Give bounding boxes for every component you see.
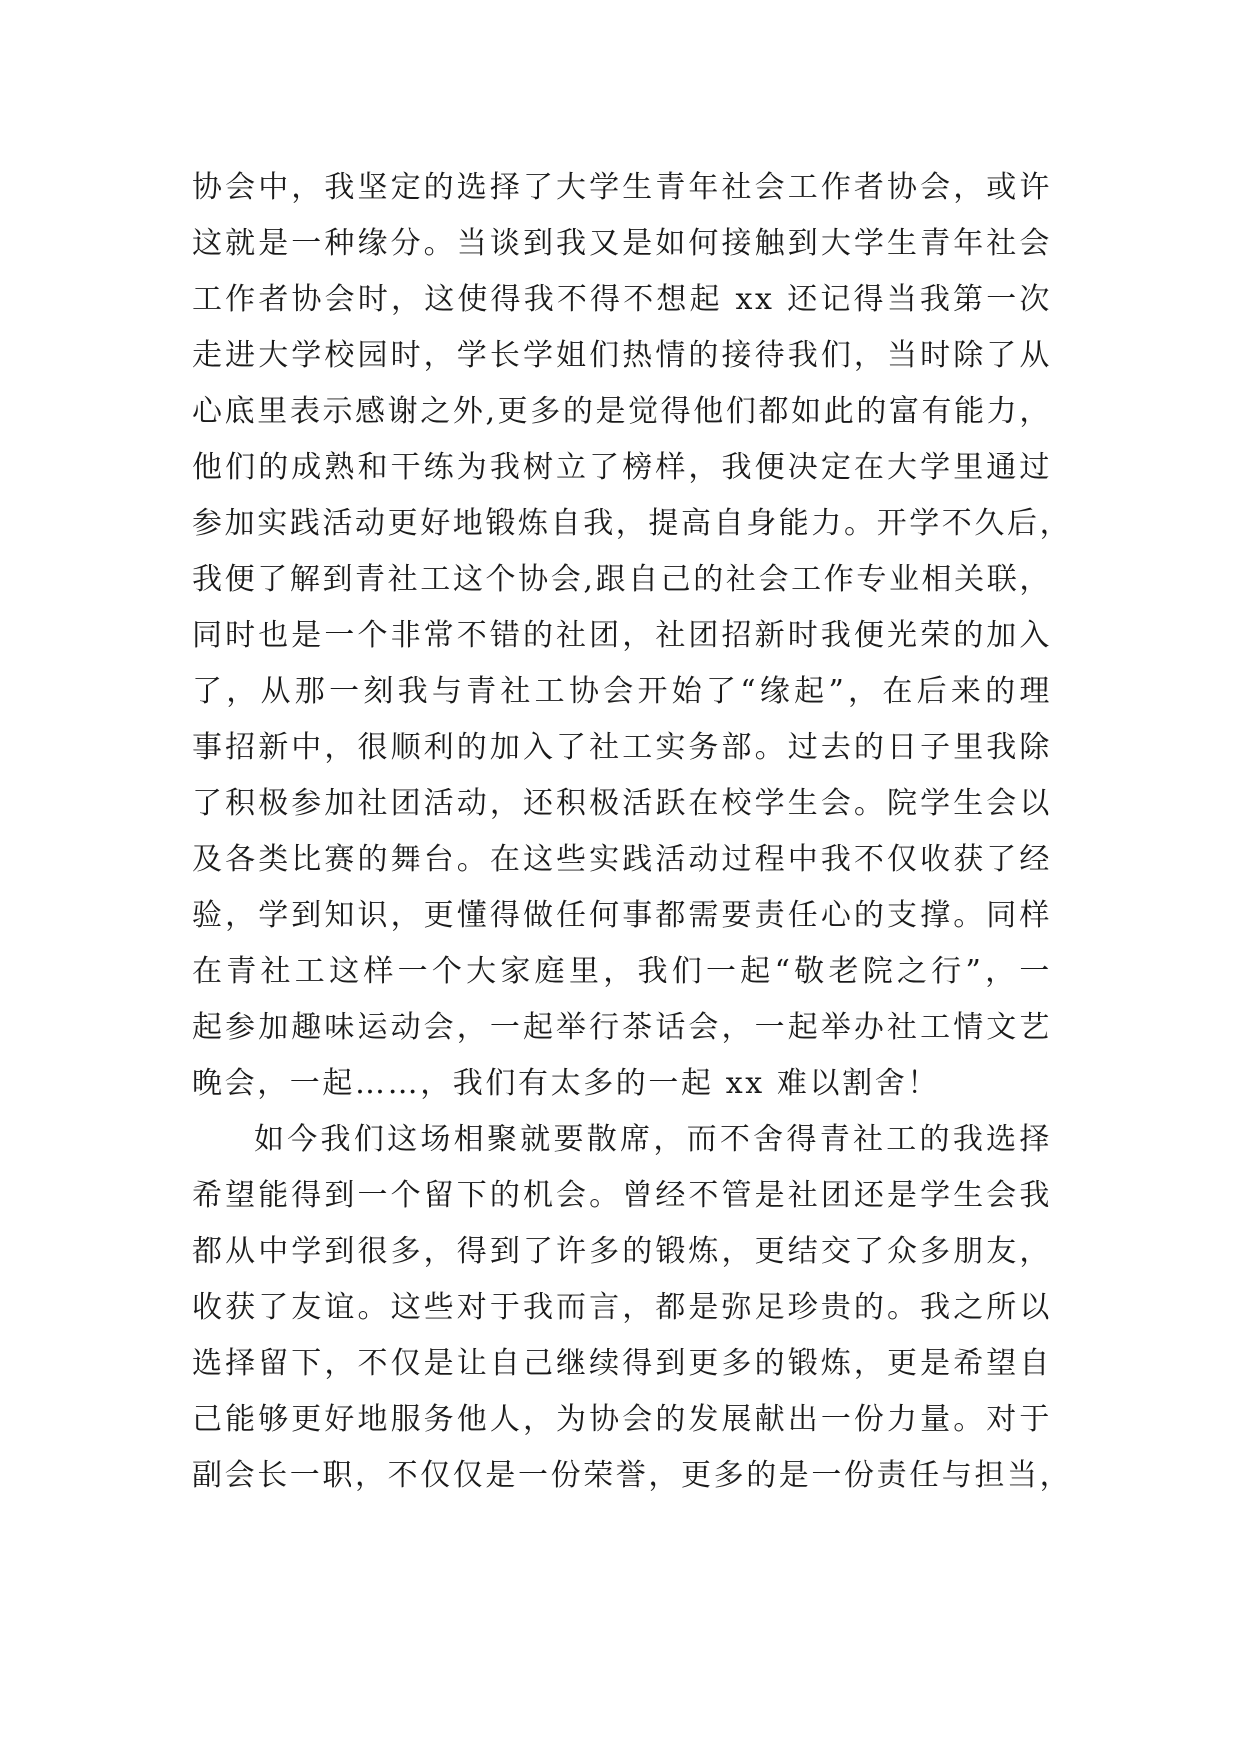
text-line: 都从中学到很多，得到了许多的锻炼，更结交了众多朋友， [192, 1234, 1052, 1269]
text-line: 及各类比赛的舞台。在这些实践活动过程中我不仅收获了经 [192, 842, 1052, 877]
text-line: 走进大学校园时，学长学姐们热情的接待我们，当时除了从 [192, 338, 1052, 373]
text-line: 参加实践活动更好地锻炼自我，提高自身能力。开学不久后， [192, 506, 1073, 541]
paragraph-start-line: 如今我们这场相聚就要散席，而不舍得青社工的我选择 [254, 1122, 1052, 1157]
text-line: 工作者协会时，这使得我不得不想起 xx 还记得当我第一次 [192, 282, 1052, 317]
text-line: 同时也是一个非常不错的社团，社团招新时我便光荣的加入 [192, 618, 1052, 653]
text-line: 我便了解到青社工这个协会,跟自己的社会工作专业相关联， [192, 562, 1052, 597]
text-line: 希望能得到一个留下的机会。曾经不管是社团还是学生会我 [192, 1178, 1052, 1213]
text-line: 验，学到知识，更懂得做任何事都需要责任心的支撑。同样 [192, 898, 1052, 933]
paragraph-end-line: 晚会，一起……，我们有太多的一起 xx 难以割舍！ [192, 1066, 940, 1101]
text-line: 事招新中，很顺利的加入了社工实务部。过去的日子里我除 [192, 730, 1052, 765]
text-line: 收获了友谊。这些对于我而言，都是弥足珍贵的。我之所以 [192, 1290, 1052, 1325]
text-line: 己能够更好地服务他人，为协会的发展献出一份力量。对于 [192, 1402, 1052, 1437]
text-line: 心底里表示感谢之外,更多的是觉得他们都如此的富有能力， [192, 394, 1052, 429]
text-line: 这就是一种缘分。当谈到我又是如何接触到大学生青年社会 [192, 226, 1052, 261]
text-line: 他们的成熟和干练为我树立了榜样，我便决定在大学里通过 [192, 450, 1052, 485]
text-line: 协会中，我坚定的选择了大学生青年社会工作者协会，或许 [192, 170, 1052, 205]
text-line: 选择留下，不仅是让自己继续得到更多的锻炼，更是希望自 [192, 1346, 1052, 1381]
text-line: 了，从那一刻我与青社工协会开始了“缘起”，在后来的理 [192, 674, 1052, 709]
text-line: 起参加趣味运动会，一起举行茶话会，一起举办社工情文艺 [192, 1010, 1052, 1045]
document-body [192, 160, 1073, 1504]
text-line: 了积极参加社团活动，还积极活跃在校学生会。院学生会以 [192, 786, 1052, 821]
text-line: 在青社工这样一个大家庭里，我们一起“敬老院之行”，一 [192, 954, 1052, 989]
text-line: 副会长一职，不仅仅是一份荣誉，更多的是一份责任与担当， [192, 1458, 1073, 1493]
